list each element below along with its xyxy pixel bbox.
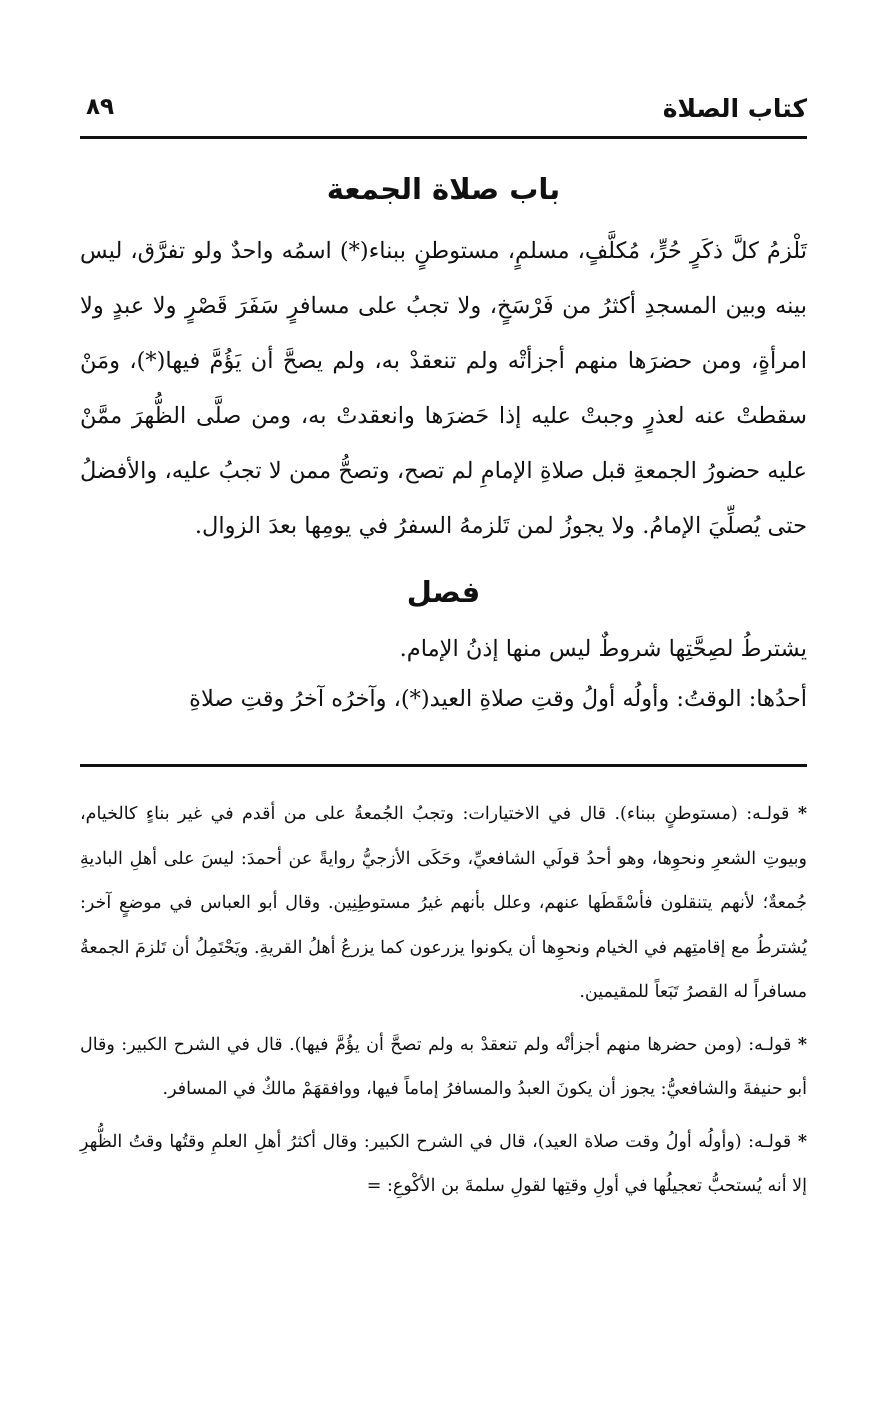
footnote-text: قولـه: (وأولُه أولُ وقت صلاة العيد)، قال في الشرح الكبير: وقال أكثرُ أهلِ العلمِ وقتُها وقتُ الظُّهرِ إلا أنه يُستحبُّ تعجيلُها في أولِ وقتِها لقولِ سلمةَ بن الأكْوعِ: = <box>80 1131 807 1196</box>
footnote-3 <box>80 1120 807 1209</box>
footnote-1 <box>80 792 807 1015</box>
footnote-marker: * <box>797 1131 807 1152</box>
book-page <box>80 0 807 1401</box>
footnote-2 <box>80 1023 807 1112</box>
footnote-marker: * <box>797 1034 807 1055</box>
page-number: ٨٩ <box>86 94 115 120</box>
footnote-divider <box>80 764 807 767</box>
footnote-text: قولـه: (ومن حضرها منهم أجزأتْه ولم تنعقدْ به ولم تصحَّ أن يؤُمَّ فيها). قال في الشرح الكبير: وقال أبو حنيفةَ والشافعيُّ: يجوز أن يكونَ العبدُ والمسافرُ إماماً فيها، ووافقهَمْ مالكٌ في المسافر. <box>80 1034 807 1099</box>
chapter-body-text: تَلْزمُ كلَّ ذكَرٍ حُرٍّ، مُكلَّفٍ، مسلمٍ، مستوطنٍ ببناء(*) اسمُه واحدٌ ولو تفرَّق، ليس بينه وبين المسجدِ أكثرُ من فَرْسَخٍ، ولا تجبُ على مسافرٍ سَفَرَ قَصْرٍ ولا عبدٍ ولا امرأةٍ، ومن حضرَها منهم أجزأتْه ولم تنعقدْ به، ولم يصحَّ أن يَؤُمَّ فيها(*)، ومَنْ سقطتْ عنه لعذرٍ وجبتْ عليه إذا حَضرَها وانعقدتْ به، ومن صلَّى الظُّهرَ ممَّنْ عليه حضورُ الجمعةِ قبل صلاةِ الإمامِ لم تصح، وتصحُّ ممن لا تجبُ عليه، والأفضلُ حتى يُصلِّيَ الإمامُ. ولا يجوزُ لمن تَلزمهُ السفرُ في يومِها بعدَ الزوال. <box>80 238 807 539</box>
running-header <box>80 86 807 139</box>
chapter-heading: باب صلاة الجمعة <box>326 172 561 206</box>
section-paragraph-2: أحدُها: الوقتُ: وأولُه أولُ وقتِ صلاةِ العيد(*)، وآخرُه آخرُ وقتِ صلاةِ <box>189 686 807 712</box>
section-heading: فصل <box>406 575 481 609</box>
footnotes <box>80 792 807 1217</box>
running-title: كتاب الصلاة <box>662 94 807 123</box>
footnote-marker: * <box>797 804 807 824</box>
section-paragraph-1: يشترطُ لصِحَّتِها شروطٌ ليس منها إذنُ الإمام. <box>399 636 807 662</box>
footnote-text: قولـه: (مستوطنٍ ببناء). قال في الاختيارات: وتجبُ الجُمعةُ على من أقدم في غير بناءٍ كالخيام، وبيوتِ الشعرِ ونحوِها، وهو أحدُ قولَي الشافعيِّ، وحَكَى الأزجيُّ روايةً عن أحمدَ: ليسَ على أهلِ الباديةِ جُمعةٌ؛ لأنهم يتنقلون فأسْقَطَها عنهم، وعلل بأنهم غيرُ مستوطِنِين. وقال أبو العباس في موضعٍ آخر: يُشترطُ مع إقامتِهم في الخيام ونحوِها أن يكونوا يزرعون كما يزرعُ أهلُ القريةِ. ويَحْتَمِلُ أن تَلزمَ الجمعةُ مسافراً له القصرُ تَبَعاً للمقيمين. <box>80 804 807 1002</box>
